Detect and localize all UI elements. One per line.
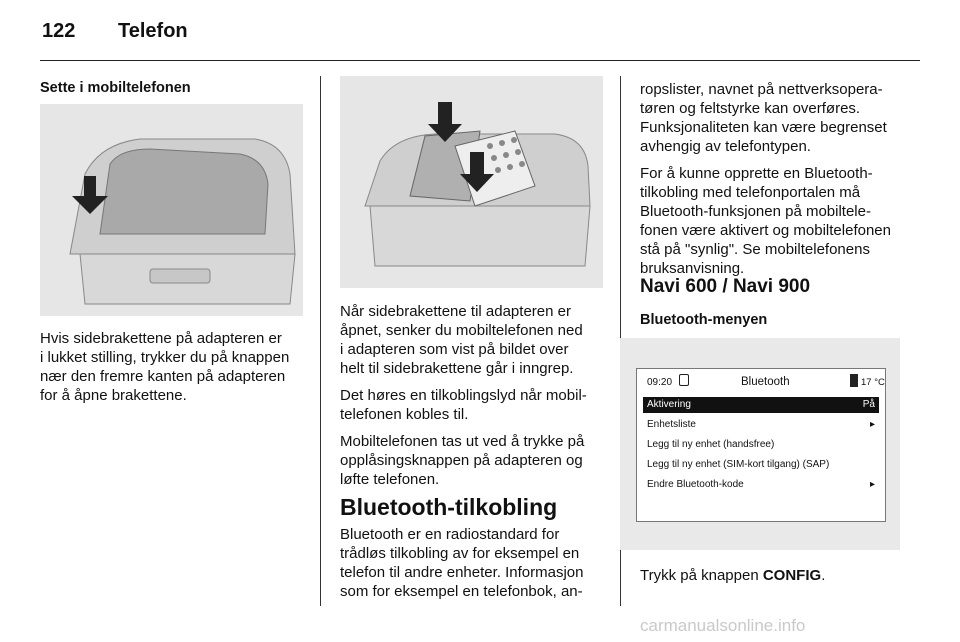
menu-item-aktivering[interactable]: [643, 397, 879, 413]
menu-item-label: Aktivering: [647, 399, 691, 410]
paragraph-r2: [640, 164, 910, 278]
paragraph-3: [340, 432, 612, 489]
text-line: fonen være aktivert og mobiltelefonen: [640, 222, 891, 239]
menu-item-label: Enhetsliste: [647, 419, 696, 430]
display-title: Bluetooth: [741, 376, 790, 388]
text-line: i lukket stilling, trykker du på knappen: [40, 349, 290, 366]
menu-item-label: Endre Bluetooth-kode: [647, 479, 744, 490]
text-line: åpnet, senker du mobiltelefonen ned: [340, 322, 583, 339]
adapter-photo-insert-phone: [340, 76, 603, 288]
page-number: 122: [42, 20, 76, 42]
paragraph-1: [340, 302, 612, 378]
instruction-text: Trykk på knappen: [640, 567, 763, 584]
paragraph-r1: [640, 80, 910, 156]
right-text: [640, 80, 910, 278]
phone-icon: [679, 374, 689, 386]
text-line: stå på "synlig". Se mobiltelefonens: [640, 241, 870, 258]
bluetooth-menu-screenshot: [620, 338, 900, 550]
menu-item-value: På: [862, 399, 875, 410]
column-divider-left: [320, 76, 321, 606]
section-heading-insert-phone: Sette i mobiltelefonen: [40, 80, 191, 96]
menu-item-change-code[interactable]: [643, 477, 879, 493]
subheading-bluetooth-menu: Bluetooth-menyen: [640, 312, 768, 328]
text-line: som for eksempel en telefonbok, an-: [340, 583, 583, 600]
text-line: opplåsingsknappen på adapteren og: [340, 452, 583, 469]
header-divider: [40, 60, 920, 61]
temperature: 17 °C: [861, 377, 885, 388]
paragraph-2: [340, 386, 612, 424]
display-status-bar: [637, 369, 885, 391]
paragraph-4: [340, 525, 612, 601]
text-line: helt til sidebrakettene går i inngrep.: [340, 360, 574, 377]
config-instruction: [640, 566, 825, 585]
text-line: løfte telefonen.: [340, 471, 440, 488]
menu-item-label: Legg til ny enhet (handsfree): [647, 439, 775, 450]
left-paragraph: [40, 329, 312, 405]
text-line: tøren og feltstyrke kan overføres.: [640, 100, 861, 117]
adapter-photo-open-brackets: [40, 104, 303, 316]
menu-item-add-handsfree[interactable]: [643, 437, 879, 453]
clock: 09:20: [647, 377, 673, 388]
page-title: Telefon: [118, 20, 188, 42]
menu-item-enhetsliste[interactable]: [643, 417, 879, 433]
menu-item-label: Legg til ny enhet (SIM-kort tilgang) (SAP): [647, 459, 830, 470]
text-line: Hvis sidebrakettene på adapteren er: [40, 330, 282, 347]
bluetooth-menu-display: [636, 368, 886, 522]
text-line: telefon til andre enheter. Informasjon: [340, 564, 584, 581]
text-line: i adapteren som vist på bildet over: [340, 341, 569, 358]
text-line: Det høres en tilkoblingslyd når mobil-: [340, 387, 587, 404]
text-line: For å kunne opprette en Bluetooth-: [640, 165, 873, 182]
watermark: carmanualsonline.info: [640, 616, 806, 635]
text-line: trådløs tilkobling av for eksempel en: [340, 545, 580, 562]
config-button-label: CONFIG: [762, 567, 822, 584]
signal-icon: [850, 374, 858, 387]
text-line: bruksanvisning.: [640, 260, 745, 277]
text-line: telefonen kobles til.: [340, 406, 469, 423]
text-line: Når sidebrakettene til adapteren er: [340, 303, 571, 320]
instruction-period: .: [821, 567, 826, 584]
text-line: Funksjonaliteten kan være begrenset: [640, 119, 887, 136]
menu-item-add-sap[interactable]: [643, 457, 879, 473]
chevron-right-icon: ▸: [869, 419, 875, 430]
text-line: for å åpne brakettene.: [40, 387, 187, 404]
text-line: avhengig av telefontypen.: [640, 138, 811, 155]
text-line: Bluetooth-funksjonen på mobiltele-: [640, 203, 871, 220]
text-line: Mobiltelefonen tas ut ved å trykke på: [340, 433, 585, 450]
chevron-right-icon: ▸: [869, 479, 875, 490]
text-line: tilkobling med telefonportalen må: [640, 184, 861, 201]
text-line: ropslister, navnet på nettverksopera-: [640, 81, 883, 98]
middle-text: [340, 302, 612, 489]
text-line: Bluetooth er en radiostandard for: [340, 526, 560, 543]
section-heading-bluetooth: Bluetooth-tilkobling: [340, 494, 558, 520]
text-line: nær den fremre kanten på adapteren: [40, 368, 286, 385]
section-heading-navi: Navi 600 / Navi 900: [640, 276, 811, 297]
